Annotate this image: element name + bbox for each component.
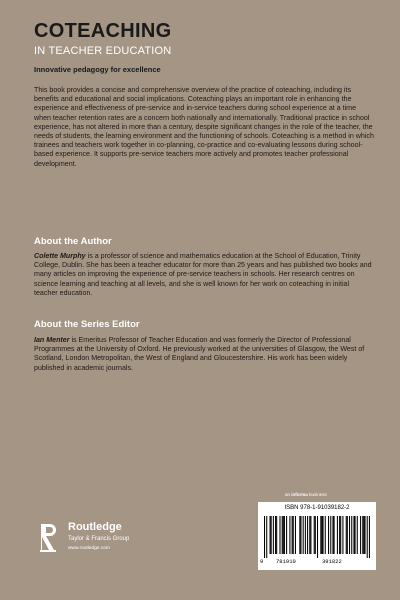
barcode-bar <box>353 516 354 554</box>
barcode-bar <box>363 516 364 554</box>
barcode-bar <box>320 516 321 554</box>
barcode-bar <box>357 516 358 554</box>
barcode-bar <box>340 516 341 554</box>
barcode-bar <box>275 516 276 554</box>
barcode-bar <box>330 516 331 554</box>
barcode-bar <box>284 516 285 554</box>
barcode-bar <box>342 516 343 554</box>
editor-name: Ian Menter <box>34 336 70 344</box>
barcode-bar <box>283 516 284 554</box>
barcode-bar <box>303 516 304 554</box>
barcode-bar <box>293 516 294 554</box>
book-tagline: Innovative pedagogy for excellence <box>34 65 161 74</box>
barcode-bar <box>295 516 296 554</box>
isbn-barcode <box>258 502 376 570</box>
book-subtitle: IN TEACHER EDUCATION <box>34 45 172 57</box>
publisher-url: www.routledge.com <box>68 546 110 551</box>
barcode-bar <box>339 516 340 554</box>
barcode-bar <box>307 516 308 554</box>
barcode-bar <box>286 516 287 554</box>
barcode-bar <box>325 516 326 554</box>
editor-bio-text: is Emeritus Professor of Teacher Education and was formerly the Director of Professional Programmes at the University of Oxford. He previously worked at the universities of Glasgow, the West of Scotland, London Metropolitan, the West of England and Gloucestershire. His work has been widely published in academic journals. <box>34 336 365 372</box>
barcode-bar <box>314 516 315 554</box>
barcode-bar <box>279 516 280 554</box>
book-description: This book provides a concise and comprehensive overview of the practice of coteaching, including its benefits and educational and social implications. Coteaching plays an important role in enhancing the experience and effectiveness of pre-service and in-service teachers during school experience at a time when teacher retention rates are a concern both nationally and internationally. Traditional practice in school experience, has not altered in more than a century, despite significant changes in the role of the teacher, the needs of students, the learning environment and the functioning of schools. Coteaching is a method in which trainees and teachers work together in co-planning, co-practice and co-evaluating lessons during school-based experience. It supports pre-service teachers more actively and promotes teacher professional development. <box>34 86 374 168</box>
routledge-r-logo-icon <box>38 520 60 554</box>
barcode-bar <box>362 516 363 554</box>
barcode-digit-group-1: 781910 <box>276 558 296 565</box>
publisher-block <box>38 518 188 568</box>
barcode-bar <box>334 516 335 554</box>
barcode-bar <box>264 516 265 558</box>
barcode-bar <box>321 516 322 554</box>
barcode-bar <box>309 516 310 554</box>
publisher-name: Routledge <box>68 521 122 533</box>
barcode-bar <box>289 516 290 554</box>
barcode-bar <box>292 516 293 554</box>
informa-brand: informa <box>291 492 308 497</box>
barcode-bar <box>271 516 272 554</box>
author-bio-text: is a professor of science and mathematics education at the School of Education, Trinity College, Dublin. She has been a teacher educator for more than 25 years and has published two books and many articles on improving the experience of pre-service teachers in schools. Her research centres on science learning and teaching at all levels, and she is well known for her work on coteaching in initial teacher education. <box>34 252 372 297</box>
barcode-bar <box>310 516 311 554</box>
about-author-heading: About the Author <box>34 236 112 247</box>
barcode-bar <box>367 516 368 558</box>
barcode-bar <box>323 516 324 554</box>
barcode-bar <box>351 516 352 554</box>
barcode-bar <box>273 516 274 554</box>
barcode-bar <box>305 516 306 554</box>
barcode-bar <box>276 516 277 554</box>
barcode-bar <box>364 516 365 554</box>
book-title: COTEACHING <box>34 20 172 42</box>
barcode-bar <box>360 516 361 554</box>
barcode-bar <box>315 516 316 554</box>
author-name: Colette Murphy <box>34 252 86 260</box>
informa-business-label <box>285 492 327 497</box>
author-bio <box>34 252 374 298</box>
barcode-bar <box>347 516 348 554</box>
barcode-bar <box>346 516 347 554</box>
publisher-group: Taylor & Francis Group <box>68 536 130 542</box>
barcode-bar <box>349 516 350 554</box>
barcode-digit-group-2: 391822 <box>322 558 342 565</box>
informa-suffix: business <box>307 492 327 497</box>
isbn-number: ISBN 978-1-91039182-2 <box>284 505 350 511</box>
barcode-bar <box>332 516 333 554</box>
barcode-bar <box>337 516 338 554</box>
about-editor-heading: About the Series Editor <box>34 319 140 330</box>
informa-prefix: an <box>285 492 292 497</box>
barcode-bar <box>299 516 300 554</box>
barcode-bar <box>270 516 271 554</box>
barcode-digit-lead: 9 <box>260 558 264 565</box>
barcode-bar <box>300 516 301 554</box>
barcode-bar <box>369 516 370 558</box>
barcode-bar <box>317 516 318 558</box>
barcode-bar <box>328 516 329 554</box>
barcode-bars <box>264 516 370 558</box>
barcode-bar <box>282 516 283 554</box>
barcode-bar <box>355 516 356 554</box>
barcode-bar <box>266 516 267 558</box>
editor-bio <box>34 336 374 373</box>
